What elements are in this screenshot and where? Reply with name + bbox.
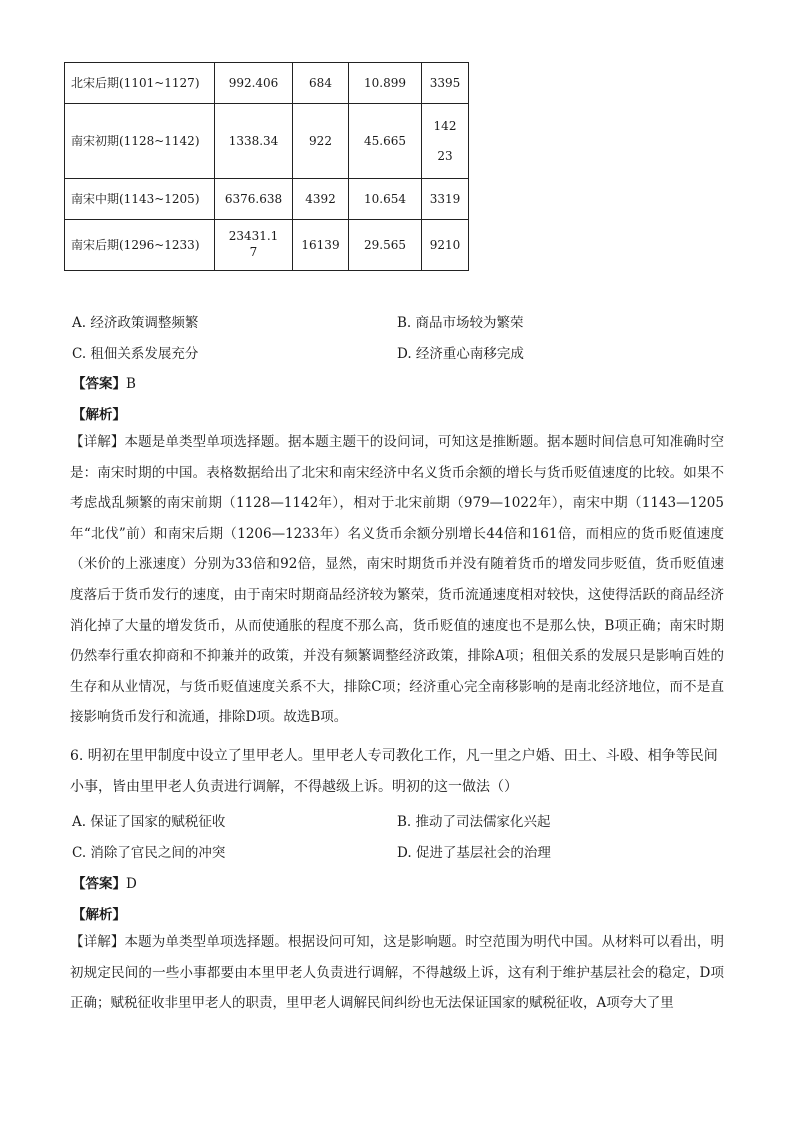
value-cell: 684 xyxy=(293,63,349,104)
q5-detail-paragraph: 【详解】本题是单类型单项选择题。据本题主题干的设问词，可知这是推断题。据本题时间信息可知准确时空是：南宋时期的中国。表格数据给出了北宋和南宋经济中名义货币余额的增长与货币贬值速度的比较。如果不考虑战乱频繁的南宋前期（1128—1142年），相对于北宋前期（979—1022年），南宋中期（1143—1205年“北伐”前）和南宋后期（1206—1233年）名义货币余额分别增长44倍和161倍，而相应的货币贬值速度（米价的上涨速度）分别为33倍和92倍，显然，南宋时期货币并没有随着货币的增发同步贬值，货币贬值速度落后于货币发行的速度，由于南宋时期商品经济较为繁荣，货币流通速度相对较快，这使得活跃的商品经济消化掉了大量的增发货币，从而使通胀的程度不那么高，货币贬值的速度也不是那么快，B项正确；南宋时期仍然奉行重农抑商和不抑兼并的政策，并没有频繁调整经济政策，排除A项；租佃关系的发展只是影响百姓的生存和从业情况，与货币贬值速度关系不大，排除C项；经济重心完全南移影响的是南北经济地位，而不是直接影响货币发行和流通，排除D项。故选B项。 xyxy=(70,434,724,726)
q6-stem: 6. 明初在里甲制度中设立了里甲老人。里甲老人专司教化工作，凡一里之户婚、田土、斗殴、相争等民间小事，皆由里甲老人负责进行调解，不得越级上诉。明初的这一做法（） xyxy=(70,748,718,795)
value-cell: 10.899 xyxy=(349,63,422,104)
option-a: A. 保证了国家的赋税征收 xyxy=(72,814,226,830)
value-cell: 3395 xyxy=(422,63,469,104)
answer-line xyxy=(72,872,137,892)
option-b: B. 商品市场较为繁荣 xyxy=(397,315,524,331)
table-row xyxy=(65,220,469,271)
value-cell: 992.406 xyxy=(215,63,293,104)
answer-tag: 【答案】 xyxy=(72,376,126,392)
table-row xyxy=(65,179,469,220)
analysis-tag: 【解析】 xyxy=(72,907,126,923)
answer-value: B xyxy=(126,376,136,392)
answer-line xyxy=(72,372,136,392)
value-cell xyxy=(215,220,293,271)
value-cell: 9210 xyxy=(422,220,469,271)
period-cell: 南宋后期(1296~1233) xyxy=(65,220,215,271)
option-c: C. 消除了官民之间的冲突 xyxy=(72,845,226,861)
currency-data-table xyxy=(64,62,469,271)
value-cell: 3319 xyxy=(422,179,469,220)
option-d: D. 促进了基层社会的治理 xyxy=(397,845,551,861)
period-cell: 南宋中期(1143~1205) xyxy=(65,179,215,220)
value-cell: 6376.638 xyxy=(215,179,293,220)
value-cell: 29.565 xyxy=(349,220,422,271)
table-row xyxy=(65,104,469,179)
value-cell: 1338.34 xyxy=(215,104,293,179)
period-cell: 南宋初期(1128~1142) xyxy=(65,104,215,179)
value-cell: 4392 xyxy=(293,179,349,220)
answer-tag: 【答案】 xyxy=(72,876,126,892)
value-cell xyxy=(422,104,469,179)
option-c: C. 租佃关系发展充分 xyxy=(72,346,199,362)
option-b: B. 推动了司法儒家化兴起 xyxy=(397,814,551,830)
value-cell: 922 xyxy=(293,104,349,179)
answer-value: D xyxy=(126,876,137,892)
option-a: A. 经济政策调整频繁 xyxy=(72,315,199,331)
q6-detail-paragraph: 【详解】本题为单类型单项选择题。根据设问可知，这是影响题。时空范围为明代中国。从材料可以看出，明初规定民间的一些小事都要由本里甲老人负责进行调解，不得越级上诉，这有利于维护基层社会的稳定，D项正确；赋税征收非里甲老人的职责，里甲老人调解民间纠纷也无法保证国家的赋税征收，A项夸大了里 xyxy=(70,934,724,1012)
value-cell: 16139 xyxy=(293,220,349,271)
table-row xyxy=(65,63,469,104)
option-d: D. 经济重心南移完成 xyxy=(397,346,524,362)
period-cell: 北宋后期(1101~1127) xyxy=(65,63,215,104)
wrapped-value: 23431.17 xyxy=(228,229,279,259)
value-cell: 45.665 xyxy=(349,104,422,179)
value-cell: 10.654 xyxy=(349,179,422,220)
analysis-tag: 【解析】 xyxy=(72,407,126,423)
wrapped-value: 14223 xyxy=(433,119,457,163)
